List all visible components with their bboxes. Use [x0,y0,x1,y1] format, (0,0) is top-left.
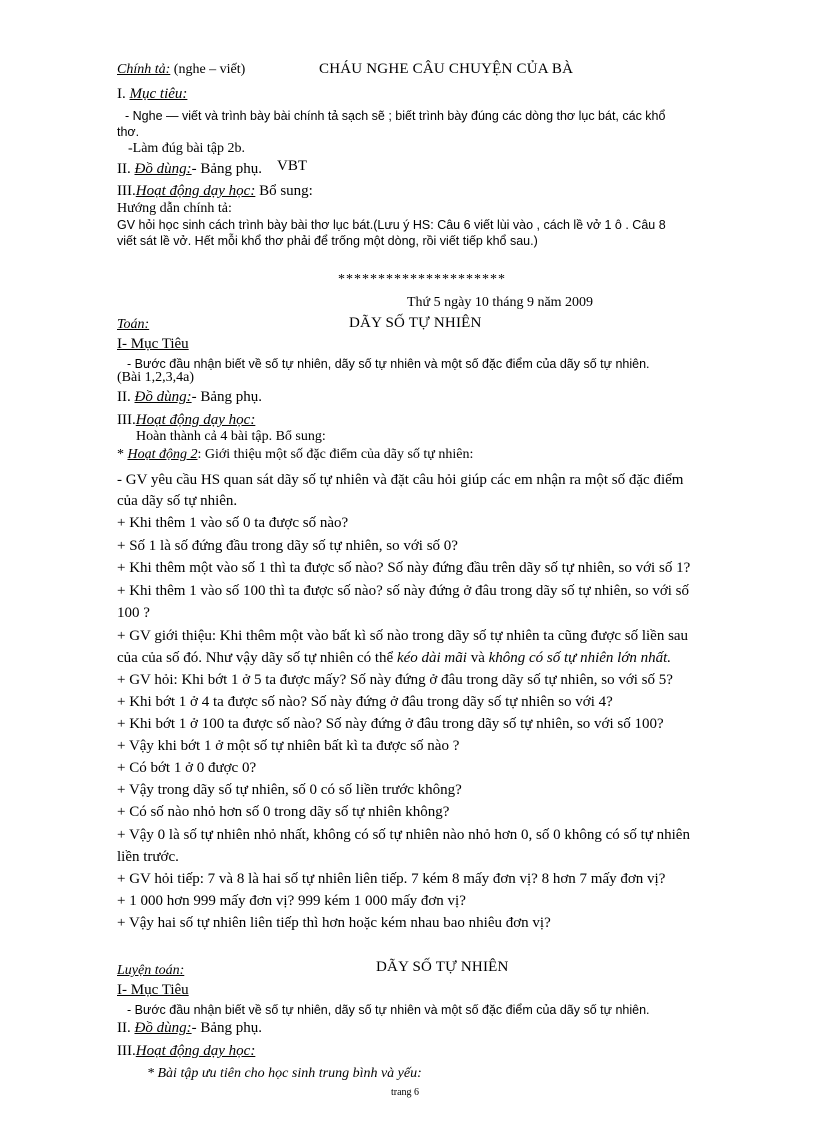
section3-title: DÃY SỐ TỰ NHIÊN [376,959,509,975]
section2-q5b-mid: và [466,650,489,666]
section2-q4: + Khi thêm 1 vào số 100 thì ta được số nào? số này đứng ở đâu trong dãy số tự nhiên, so với số [117,583,689,599]
section2-mt1: - Bước đầu nhận biết về số tự nhiên, dãy số tự nhiên và một số đặc điểm của dãy số tự nhiên. [127,357,650,371]
section3-muc-tieu-label: I- Mục Tiêu [117,982,189,998]
section2-q2: + Số 1 là số đứng đầu trong dãy số tự nhiên, so với số 0? [117,538,458,554]
section2-q1: + Khi thêm 1 vào số 0 ta được số nào? [117,515,349,531]
section2-q13b: liền trước. [117,849,179,865]
section1-do-dung-label: Đồ dùng: [134,161,192,177]
section2-q12: + Có số nào nhỏ hơn số 0 trong dãy số tự nhiên không? [117,804,450,820]
section1-line1b: thơ. [117,125,140,139]
section1-hoat-dong-num: III. [117,183,136,199]
section1-gv1: GV hỏi học sinh cách trình bày bài thơ lục bát.(Lưu ý HS: Câu 6 viết lùi vào , cách lề vở 1 ô . Câu 8 [117,218,666,232]
section2-p1b: của dãy số tự nhiên. [117,493,238,509]
section3-bai-tap [147,1066,422,1082]
section2-muc-tieu-label: I- Mục Tiêu [117,336,189,352]
section2-q13: + Vậy 0 là số tự nhiên nhỏ nhất, không có số tự nhiên nào nhỏ hơn 0, số 0 không có số tự nhiên [117,827,690,843]
section1-muc-tieu-num: I. [117,86,126,102]
section1-do-dung-value: - Bảng phụ. [191,161,262,177]
section1-line2: -Làm đúg bài tập 2b. [128,141,246,156]
section2-q8: + Khi bớt 1 ở 100 ta được số nào? Số này đứng ở đâu trong dãy số tự nhiên, so với số 100? [117,716,664,732]
section1-label: Chính tả: [117,62,171,77]
section2-q6: + GV hỏi: Khi bớt 1 ở 5 ta được mấy? Số này đứng ở đâu trong dãy số tự nhiên, so với số 5? [117,672,673,688]
section2-muc-tieu [117,336,189,352]
section2-date: Thứ 5 ngày 10 tháng 9 năm 2009 [407,295,594,310]
section1-hoat-dong [117,183,313,199]
section3-hoat-dong [117,1043,255,1059]
section2-mt2: (Bài 1,2,3,4a) [117,370,194,385]
section2-hoat-dong [117,412,255,428]
section2-q11: + Vậy trong dãy số tự nhiên, số 0 có số liền trước không? [117,782,462,798]
section1-bo-sung: Bổ sung: [259,183,313,199]
section2-p1: - GV yêu cầu HS quan sát dãy số tự nhiên và đặt câu hỏi giúp các em nhận ra một số đặc điểm [117,472,684,488]
section1-label-suffix: (nghe – viết) [170,62,246,77]
section1-muc-tieu-label: Mục tiêu: [129,86,188,102]
section2-hoat-dong-num: III. [117,412,136,428]
section2-q10: + Có bớt 1 ở 0 được 0? [117,760,257,776]
section2-do-dung [117,389,262,405]
section2-do-dung-num: II. [117,389,131,405]
section2-q7: + Khi bớt 1 ở 4 ta được số nào? Số này đứng ở đâu trong dãy số tự nhiên so với 4? [117,694,613,710]
section3-do-dung-label: Đồ dùng: [134,1020,192,1036]
section3-do-dung-num: II. [117,1020,131,1036]
section3-hoat-dong-label: Hoạt động dạy học: [135,1043,256,1059]
section1-heading-line [117,62,245,78]
section2-q5b-a: của của số đó. Như vậy dãy số tự nhiên có thể [117,650,397,666]
section1-do-dung-num: II. [117,161,131,177]
section2-q9: + Vậy khi bớt 1 ở một số tự nhiên bất kì ta được số nào ? [117,738,460,754]
section3-mt1: - Bước đầu nhận biết về số tự nhiên, dãy số tự nhiên và một số đặc điểm của dãy số tự nhiên. [127,1003,650,1017]
section2-do-dung-label: Đồ dùng: [134,389,192,405]
section1-muc-tieu [117,86,187,102]
section2-hoan-thanh: Hoàn thành cả 4 bài tập. Bổ sung: [136,429,326,444]
section1-vbt: VBT [277,158,307,174]
section2-label: Toán: [117,317,150,332]
section2-q5b [117,650,671,666]
section2-q3: + Khi thêm một vào số 1 thì ta được số nào? Số này đứng đầu trên dãy số tự nhiên, so với số 1? [117,560,691,576]
section2-hd2 [117,447,473,463]
section3-bai-tap-text: Bài tập ưu tiên cho học sinh trung bình và yếu: [157,1066,422,1081]
section2-q15: + 1 000 hơn 999 mấy đơn vị? 999 kém 1 000 mấy đơn vị? [117,893,466,909]
section2-hoat-dong-label: Hoạt động dạy học: [135,412,256,428]
section3-bai-tap-star: * [147,1066,158,1081]
section3-do-dung-value: - Bảng phụ. [191,1020,262,1036]
section2-q16: + Vậy hai số tự nhiên liên tiếp thì hơn hoặc kém nhau bao nhiêu đơn vị? [117,915,551,931]
section3-label: Luyện toán: [117,963,185,978]
section2-q5b-italic2: không có số tự nhiên lớn nhất. [488,650,672,666]
section2-hd2-label: Hoạt động 2 [127,447,198,462]
section1-huong-dan: Hướng dẫn chính tả: [117,201,232,216]
section2-q5: + GV giới thiệu: Khi thêm một vào bất kì số nào trong dãy số tự nhiên ta cũng được số liền sau [117,628,689,644]
section2-do-dung-value: - Bảng phụ. [191,389,262,405]
section2-q4b: 100 ? [117,605,150,621]
section1-line1: - Nghe — viết và trình bày bài chính tả sạch sẽ ; biết trình bày đúng các dòng thơ lục bát, các khổ [125,109,666,123]
section2-q14: + GV hỏi tiếp: 7 và 8 là hai số tự nhiên liên tiếp. 7 kém 8 mấy đơn vị? 8 hơn 7 mấy đơn vị? [117,871,666,887]
section3-muc-tieu [117,982,189,998]
section2-q5b-italic1: kéo dài mãi [396,650,467,666]
separator-stars: ********************* [338,272,506,287]
page-number: trang 6 [391,1087,420,1098]
section1-hoat-dong-label: Hoạt động dạy học: [135,183,256,199]
section2-hd2-text: : Giới thiệu một số đặc điểm của dãy số tự nhiên: [197,447,474,462]
section3-do-dung [117,1020,262,1036]
section2-hd2-star: * [117,447,128,462]
section1-do-dung [117,161,262,177]
section3-hoat-dong-num: III. [117,1043,136,1059]
section2-title: DÃY SỐ TỰ NHIÊN [349,315,482,331]
section1-title: CHÁU NGHE CÂU CHUYỆN CỦA BÀ [319,61,574,77]
section1-gv2: viết sát lề vở. Hết mỗi khổ thơ phải để trống một dòng, rồi viết tiếp khổ sau.) [117,234,538,248]
